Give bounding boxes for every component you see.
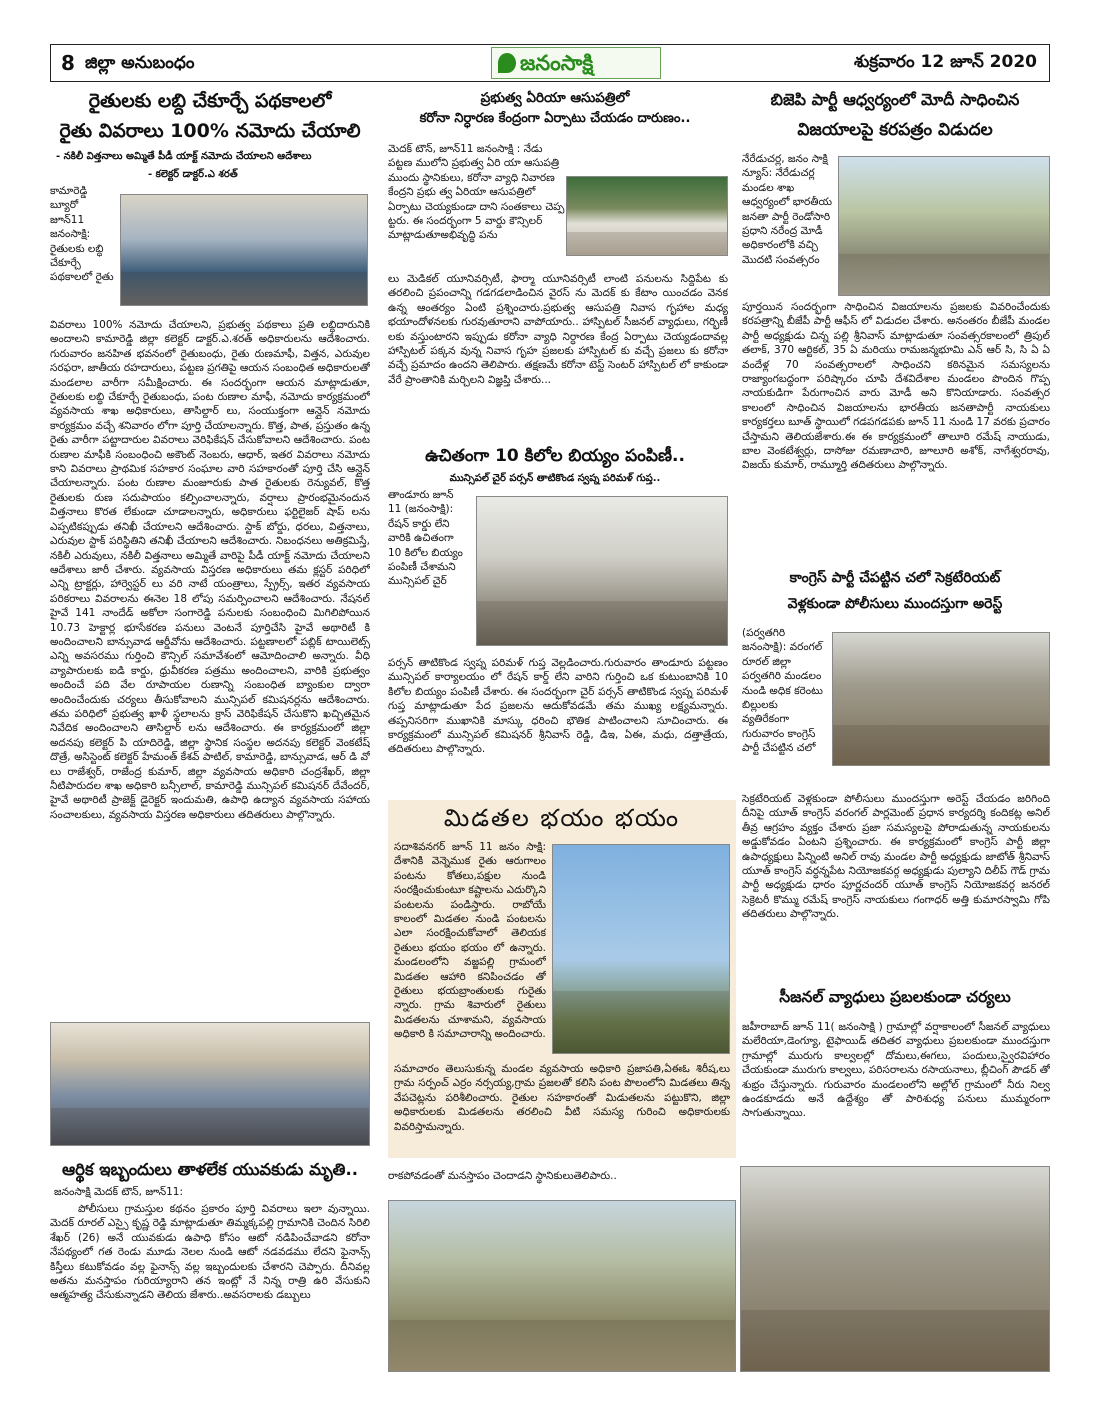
art2-title: ఆర్థిక ఇబ్బందులు తాళలేక యువకుడు మృతి..: [62, 1160, 358, 1179]
section-label: జిల్లా అనుబంధం: [85, 53, 195, 73]
art4-narrow-text: తాండూరు జూన్ 11 (జనంసాక్షి): రేషన్ కార్డు లేని వారికి ఉచితంగా 10 కిలోల బియ్యం పంపిణీ చేశామని మున్సిపల్ చైర్: [388, 489, 463, 588]
art4-title: ఉచితంగా 10 కిలోల బియ్యం పంపిణీ..: [425, 446, 685, 466]
art1-title-line1: రైతులకు లబ్ది చేకూర్చే పథకాలలో: [88, 90, 332, 112]
art1-subtitle1: - నకిలీ విత్తనాలు అమ్మితే పీడీ యాక్ట్ నమోదు చేయాలని ఆదేశాలు: [56, 151, 312, 162]
art6-title-line2: విజయాలపై కరపత్రం విడుదల: [797, 120, 993, 140]
paper-logo: [491, 47, 661, 79]
art1-meeting-photo: [120, 194, 368, 306]
page-number: 8: [61, 51, 75, 75]
art1-body: వివరాలు 100% నమోదు చేయాలని, ప్రభుత్వ పథకాలు ప్రతి లబ్ధిదారునికి అందాలని కామారెడ్డి జిల్లా కలెక్టర్ డాక్టర్.ఎ.శరత్ అధికారులను ఆదేశించారు. గురువారం జనహిత భవనంలో రైతుబంధు, రైతు రుణమాఫీ, విత్తన, ఎరువుల సరఫరా, జాతీయ రహదారులు, పట్టణ ప్రగతిపై ఆయన సంబంధిత అధికారులతో మండలాల వారీగా సమీక్షించారు. ఈ సందర్భంగా ఆయన మాట్లాడుతూ, రైతులకు లబ్ధి చేకూర్చే రైతుబంధు, పంట రుణాల మాఫీ, నమోదు కార్యక్రమంలో వ్యవసాయ శాఖ అధికారులు, తాసిల్దార్ లు, సంయుక్తంగా ఆన్లైన్ నమోదు కార్యక్రమం వచ్చే శనివారం లోగా పూర్తి చేయాలన్నారు. కొత్త, పాత, ప్రస్తుతం ఉన్న రైతు వారీగా పట్టాదారుల వివరాలు వెరిఫికేషన్ చేసుకోవాలని ఆదేశించారు. పంట రుణాల మాఫీకి సంబంధించి అకౌంట్ నెంబరు, ఆధార్, ఇతర వివరాలు నమోదు కాని వివరాలు ప్రాథమిక సహకార సంఘాల వారి సహకారంతో పూర్తి చేసి ఆన్లైన్ చేయాలన్నారు. పంట రుణాల మంజూరుకు పాత రైతులకు రెన్యువల్, కొత్త రైతులకు రుణ సదుపాయం కల్పించాలన్నారు, వర్షాలు ప్రారంభమైనందున విత్తనాలు కొరత లేకుండా చూడాలన్నారు, అధికారులు ఫర్టిలైజర్ షాప్ లను ఎప్పటికప్పుడు తనిఖీ చేయాలని ఆదేశించారు. స్టాక్ బోర్డు, ధరలు, విత్తనాలు, ఎరువుల స్టాక్ పరిస్థితిని తనిఖీ చేయాలని ఆదేశించారు. నిబంధనలు అతిక్రమిస్తే, నకిలీ ఎరువులు, నకిలీ విత్తనాలు అమ్మితే వారిపై పీడీ యాక్ట్ నమోదు చేయాలని ఆదేశాలు జారీ చేశారు. వ్యవసాయ విస్తరణ అధికారులు తమ క్లస్టర్ పరిధిలో ఎన్ని ట్రాక్టర్లు, హార్వెస్టర్ లు వరి నాటే యంత్రాలు, స్ప్రేర్స్, ఇతర వ్యవసాయ పరికరాలు వివరాలను ఈనెల 18 లోపు సమర్పించాలని ఆదేశించారు. నేషనల్ హైవే 141 నాందేడ్ అకోలా సంగారెడ్డి పనులకు సంబంధించి మిగిలిపోయిన 10.73 హెక్టార్ల భూసేకరణ పనులు వెంటనే పూర్తిచేసి హైవే అథారిటీ కి అందించాలని బాన్సువాడ ఆర్డీవోను ఆదేశించారు. పట్టణాలలో పబ్లిక్ టాయిలెట్స్ ఎన్ని అవసరము గుర్తించి కౌన్సిల్ సమావేశంలో ఆమోదించాలి అన్నారు. వీధి వ్యాపారులకు ఐడి కార్డు, ధ్రువీకరణ పత్రము అందించాలని, వారికి ప్రభుత్వం అందించే పది వేల రూపాయల రుణాన్ని సంబంధిత బ్యాంకుల ద్వారా అందించేందుకు చర్యలు తీసుకోవాలని మున్సిపల్ కమిషనర్లను ఆదేశించారు. తమ పరిధిలో ప్రభుత్వ ఖాళీ స్థలాలను క్రాస్ వెరిఫికేషన్ చేసుకొని ఖచ్చితమైన నివేదిక అందించాలని తాసిల్దార్ లను ఆదేశించారు. ఈ కార్యక్రమంలో జిల్లా అదనపు కలెక్టర్ పి యాదిరెడ్డి, జిల్లా స్థానిక సంస్థల అదనపు కలెక్టర్ వెంకటేష్ దొత్రే, అసిస్టెంట్ కలెక్టర్ హేమంత్ కేశవ్ పాటిల్, కామారెడ్డి, బాన్సువాడ, ఆర్ డి వో లు రాజేశ్వర్, రాజేంద్ర కుమార్, జిల్లా వ్యవసాయ అధికారి చంద్రశేఖర్, జిల్లా నీటిపారుదల శాఖ అధికారి బన్సీలాల్, కామారెడ్డి మున్సిపల్ కమిషనర్ దేవేందర్, హైవే అథారిటీ ప్రాజెక్ట్ డైరెక్టర్ ఇందుమతి, ఉపాధి ఉద్యాన వ్యవసాయ సహాయ సంచాలకులు, వ్యవసాయ విస్తరణ అధికారులు తదితరులు పాల్గొన్నారు.: [50, 319, 370, 821]
art7-title-line1: కాంగ్రెస్ పార్టీ చేపట్టిన చలో సెక్రటేరియట్: [789, 570, 1001, 586]
art3-narrow-text: మెదక్ టౌన్, జూన్11 జనంసాక్షి : నేడు పట్టణ ములోని ప్రభుత్వ ఏరి యా ఆసుపత్రి ముందు స్థానికులు, కరోనా వ్యాధి నివారణ కేంద్రని ప్రభు త్వ ఏరియా ఆసుపత్రిలో ఏర్పాటు చెయ్యకుండా దాని సంతకాలు చెప్ప ట్టరు. ఈ సందర్భంగా 5 వార్డు కౌన్సిలర్ మాట్లాడుతూఅభివృద్ధి పను: [388, 143, 565, 242]
art7-title-line2: వెళ్లకుండా పోలీసులు ముందస్తుగా అరెస్ట్: [787, 596, 1003, 612]
art1-subtitle2: - కలెక్టర్ డాక్టర్.ఎ శరత్: [148, 169, 238, 180]
art8-sanitation-photo: [740, 1166, 1050, 1372]
art5-title: మిడతల భయం భయం: [443, 804, 681, 832]
logo-leaf-icon: [498, 53, 516, 73]
art3-man-photo: [566, 176, 728, 256]
art6-bjp-photo: [838, 156, 1050, 296]
art4-body: పర్సన్ తాటికొండ స్వప్న పరిమళ్ గుప్త వెల్లడించారు.గురువారం తాండూరు పట్టణం మున్సిపల్ కార్యాలయం లో రేషన్ కార్డ్ లేని వారిని గుర్తించి ఒక కుటుంబానికి 10 కిలోల బియ్యం పంపిణీ చేశారు. ఈ సందర్భంగా చైర్ పర్సన్ తాటికొండ స్వప్న పరిమళ్ గుప్త మాట్లాడుతూ పేద ప్రజలను ఆదుకోవడమే తమ ముఖ్య లక్ష్యమన్నారు. తప్పనిసరిగా ముఖానికి మాస్కు ధరించి భౌతిక పాటించాలని సూచించారు. ఈ కార్యక్రమంలో మున్సిపల్ కమిషనర్ శ్రీనివాస్ రెడ్డి, డిఇ, ఏఈ, మధు, దత్తాత్రేయ, తదితరులు పాల్గొన్నారు.: [388, 657, 728, 756]
art5-body: సమాచారం తెలుసుకున్న మండల వ్యవసాయ అధికారి ప్రజాపతి,ఏఈఓ శిరీష,లు గ్రామ సర్పంచ్ ఎర్రం నర్సయ్య,గ్రామ ప్రజలతో కలిసి పంట పొలంలోని మిడతలు తిన్న వేపచెట్లను పరిశీలించారు. రైతుల సహకారంతో మిడుతలను పట్టుకొని, జిల్లా అధికారులకు మిడతలను తరలించి వీటి సమస్య గురించి అధికారులకు వివరిస్తామన్నారు.: [394, 1063, 730, 1133]
art3-body: లు మెడికల్ యూనివర్సిటీ, ఫార్మా యూనివర్సిటీ లాంటి పనులను సిద్దిపేట కు తరలించి ప్రపంచాన్ని గడగడలాడించిన వైరస్ ను మెదక్ కు కేటాం యించడం వెనక ఉన్న ఆంతర్యం ఏంటి ప్రశ్నించారు.ప్రభుత్వ ఆసుపత్రి నివాస గృహాల మధ్య భయాందోళనలకు గురవుతూరాని వాపోయారు.. హాస్పిటల్ సీజనల్ వ్యాధులు, గర్భిణీ లకు వస్తుంటారని ఇప్పుడు కరోనా వ్యాధి నిర్ధారణ కేంద్ర ఏర్పాటు చెయ్యడందావల్ల హాస్పిటల్ పక్కన వున్న నివాస గృహ ప్రజలకు హాస్పిటల్ కు వచ్చే ప్రజలు కు కరోనా వచ్చే ప్రమాదం ఉందని తెలిపారు. తక్షణమే కరోనా టెస్ట్ సెంటర్ హాస్పిటల్ లో కాకుండా వేరే ప్రాంతానికి మర్చిలని విజ్ఞప్తి చేశారు...: [388, 273, 728, 386]
art1-narrow-text: కామారెడ్డి బ్యూరో జూన్11 జనంసాక్షి: రైతులకు లబ్ధి చేకూర్చే పథకాలలో రైతు: [50, 185, 114, 284]
art4-distribution-photo: [476, 496, 728, 646]
art4-subtitle: మున్సిపల్ చైర్ పర్సన్ తాటికొండ స్వప్న పరిమళ్ గుప్త..: [449, 473, 661, 484]
art5-narrow-text: సదాశివనగర్ జూన్ 11 జనం సాక్షి: దేశానికి వెన్నెముక రైతు ఆరుగాలం పంటను కోతలు,పక్షుల నుండి సంరక్షించుకుంటూ కష్టాలను ఎదుర్కొని పంటలను పండిస్తారు. రాబోయే కాలంలో మిడతల నుండి పంటలను ఎలా సంరక్షించుకోవాలో తెలియక రైతులు భయం భయం లో ఉన్నారు. మండలంలోని వజ్జపల్లి గ్రామంలో మిడతల ఆహారి కనిపించడం తో రైతులు భయబ్రాంతులకు గురైతు న్నారు. గ్రామ శివారులో రైతులు మిడతలను చూశామని, వ్యవసాయ అధికారి కి సమాచారాన్ని అందించారు.: [394, 841, 546, 1041]
art6-narrow-text: నేరేడుచర్ల, జనం సాక్షి న్యూస్: నేరేడుచర్ల మండల శాఖ ఆధ్వర్యంలో భారతీయ జనతా పార్టీ రెండోసారి ప్రధాని నరేంద్ర మోడీ అధికారంలోకి వచ్చి మొదటి సంవత్సరం: [742, 153, 832, 266]
art2-caption-continuation: రాకపోవడంతో మనస్తాపం చెందాడని స్థానికులుతెలిపారు..: [388, 1170, 617, 1182]
masthead: [50, 44, 1050, 82]
art8-title: సీజనల్ వ్యాధులు ప్రబలకుండా చర్యలు: [779, 988, 1011, 1006]
paper-name: జనంసాక్షి: [520, 51, 594, 75]
art2-body: పోలీసులు గ్రామస్తుల కథనం ప్రకారం పూర్తి వివరాలు ఇలా వున్నాయి. మెదక్ రూరల్ ఎస్సై కృష్ణ రెడ్డి మాట్లాడుతూ తిమ్మక్కపల్లి గ్రామానికి చెందిన సిరిలి శేఖర్ (26) అనే యువకుడు ఉపాధి కోసం ఆటో నడిపించేవాడని కరోనా నేపథ్యంలో గత రెండు మూడు నెలల నుండి ఆటో నడవడము లేదని ఫైనాన్స్ కిస్తీలు కటుకోవడం వల్ల ఫైనాన్స్ వల్ల ఇబ్బందులకు చేశారని చెప్పారు. దీనివల్ల అతను మనస్తాపం గురియ్యారాని తన ఇంట్లో నే నిన్న రాత్రి ఉరి వేసుకుని ఆత్మహత్య చేసుకున్నాడని తెలియ జేశారు..అవసరాలకు డబ్బులు: [50, 1203, 370, 1302]
art7-police-photo: [832, 632, 1050, 766]
art7-body: సెక్రటేరియట్ వెళ్లకుండా పోలీసులు ముందస్తుగా అరెస్ట్ చేయడం జరిగింది దీనిపై యూత్ కాంగ్రెస్ వరంగల్ పార్లమెంట్ ప్రధాన కార్యదర్శి కందికట్ల అనిల్ తీవ్ర ఆగ్రహం వ్యక్తం చేశారు ప్రజా సమస్యలపై పోరాడుతున్న నాయకులను అడ్డుకోవడం ఏంటని ప్రశ్నించారు. ఈ కార్యక్రమంలో కాంగ్రెస్ పార్టీ జిల్లా ఉపాధ్యక్షులు పిన్నింటి అనిల్ రావు మండల పార్టీ అధ్యక్షుడు జాటోత్ శ్రీనివాస్ యూత్ కాంగ్రెస్ వర్ధన్నపేట నియోజకవర్గ అధ్యక్షుడు పుల్యాని దిలీప్ గౌడ్ గ్రామ పార్టీ అధ్యక్షుడు ధారం పూర్ణచందర్ యూత్ కాంగ్రెస్ నియోజకవర్గ జనరల్ సెక్రెటరీ కొమ్ము రమేష్ కాంగ్రెస్ నాయకులు గంగాధర్ అత్తి కుమారస్వామి గోపి తదితరులు పాల్గొన్నారు.: [742, 793, 1050, 921]
issue-date: శుక్రవారం 12 జూన్ 2020: [853, 52, 1037, 72]
art1-title-line2: రైతు వివరాలు 100% నమోదు చేయాలి: [59, 120, 361, 142]
art3-title-line1: ప్రభుత్వ ఏరియా ఆసుపత్రిలో: [480, 90, 630, 106]
art6-title-line1: బిజెపి పార్టీ ఆధ్వర్యంలో మోదీ సాధించిన: [770, 90, 1020, 109]
art5-box: [388, 800, 736, 1158]
art7-narrow-text: (పర్వతగిరి జనంసాక్షి): వరంగల్ రూరల్ జిల్లా పర్వతగిరి మండలం నుండి అధిక కరెంటు బిల్లులకు వ్యతిరేకంగా గురువారం కాంగ్రెస్ పార్టీ చేపట్టిన చలో: [742, 627, 823, 755]
art3-title-line2: కరోనా నిర్ధారణ కేంద్రంగా ఏర్పాటు చేయడం దారుణం..: [419, 111, 691, 126]
art1-hall-photo: [50, 1022, 370, 1146]
art2-dateline: జనంసాక్షి మెదక్ టౌన్, జూన్11:: [54, 1186, 184, 1198]
art8-body: జహీరాబాద్ జూన్ 11( జనంసాక్షి ) గ్రామాల్లో వర్షాకాలంలో సీజనల్ వ్యాధులు మలేరియా,డెంగ్యూ, టైఫాయిడ్ తదితర వ్యాధులు ప్రబలకుండా ముందస్తుగా గ్రామాల్లో మురుగు కాల్వలల్లో దోమలు,ఈగలు, పందులు,స్వైరవిహారం చేయకుండా మురుగు కాల్వలు, పరిసరాలను రసాయనాలు, బ్లీచింగ్ పౌడర్ తో శుభ్రం చేస్తున్నారు. గురువారం మండలంలోని అల్లోల్ గ్రామంలో నీరు నిల్వ ఉండకూడదు అనే ఉద్దేశ్యం తో పారిశుధ్య పనులు ముమ్మరంగా సాగుతున్నాయి.: [742, 1021, 1050, 1120]
art6-body: పూర్తయిన సందర్భంగా సాధించిన విజయాలను ప్రజలకు వివరించేందుకు కరపత్రాన్ని బీజేపీ పార్టీ ఆఫీస్ లో విడుదల చేశారు. అనంతరం బీజేపీ మండల పార్టీ అధ్యక్షుడు చిన్న పల్లి శ్రీనివాస్ మాట్లాడుతూ సంవత్సరకాలంలో త్రిపుల్ తలాక్, 370 ఆర్టికల్, 35 ఏ మరియు రామజన్మభూమి ఎన్ ఆర్ సి, సి ఏ ఏ వందేళ్ల 70 సంవత్సరాలలో సాధించని కఠినమైన సమస్యలను రాజ్యాంగబద్ధంగా పరిష్కారం చూపి దేశవిదేశాల మండలం పొందిన గొప్ప నాయకుడిగా పేరుగాంచిన వారు మోడీ అని కొనియాడారు. సంవత్సర కాలంలో సాధించిన విజయాలను భారతీయ జనతాపార్టీ నాయకులు కార్యకర్తలు బూత్ స్థాయిలో గడపగడపకు జూన్ 11 నుండి 17 వరకు ప్రచారం చేస్తామని తెలియజేశారు.ఈ ఈ కార్యక్రమంలో తాలూరి రమేష్ నాయుడు, బాల వెంకటేశ్వర్లు, దాసోజు రమణాచారి, జూలూరి అశోక్, నాగేశ్వరరావు, విజయ్ కుమార్, రామ్మూర్తి తదితరులు పాల్గొన్నారు.: [742, 301, 1050, 472]
art5-tree-photo: [552, 844, 730, 1054]
tractor-photo: [388, 1200, 736, 1372]
